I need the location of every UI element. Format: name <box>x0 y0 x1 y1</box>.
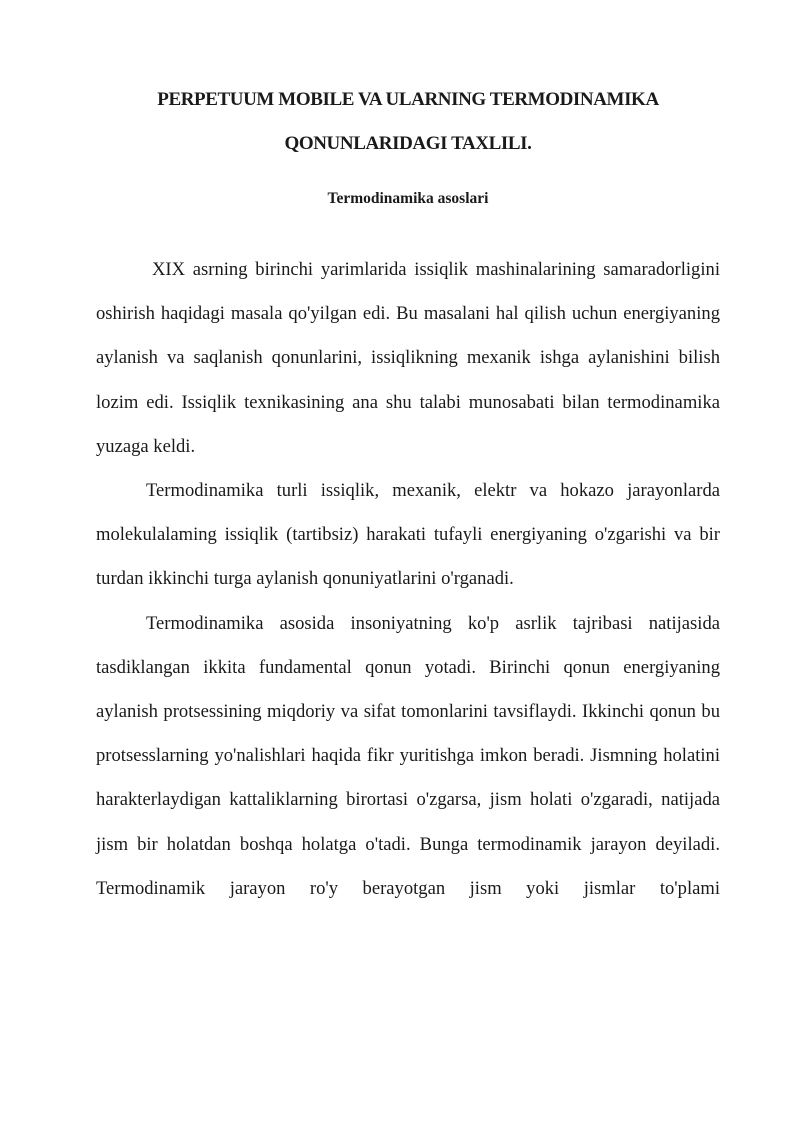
document-title-line-2: QONUNLARIDAGI TAXLILI. <box>284 133 532 154</box>
document-title-line-1: PERPETUUM MOBILE VA ULARNING TERMODINAMIKA <box>157 89 659 110</box>
document-body <box>96 248 720 911</box>
paragraph-2: Termodinamika turli issiqlik, mexanik, elektr va hokazo jarayonlarda molekulalaming issiqlik (tartibsiz) harakati tufayli energiyaning o'zgarishi va bir turdan ikkinchi turga aylanish qonuniyatlarini o'rganadi. <box>96 480 720 590</box>
paragraph-1: XIX asrning birinchi yarimlarida issiqlik mashinalarining samaradorligini oshirish haqidagi masala qo'yilgan edi. Bu masalani hal qilish uchun energiyaning aylanish va saqlanish qonunlarini, issiqlikning mexanik ishga aylanishini bilish lozim edi. Issiqlik texnikasining ana shu talabi munosabati bilan termodinamika yuzaga keldi. <box>96 259 720 457</box>
section-subtitle: Termodinamika asoslari <box>327 190 489 207</box>
paragraph-3: Termodinamika asosida insoniyatning ko'p asrlik tajribasi natijasida tasdiklangan ikkita fundamental qonun yotadi. Birinchi qonun energiyaning aylanish protsessining miqdoriy va sifat tomonlarini tavsiflaydi. Ikkinchi qonun bu protsesslarning yo'nalishlari haqida fikr yuritishga imkon beradi. Jismning holatini harakterlaydigan kattaliklarning birortasi o'zgarsa, jism holati o'zgaradi, natijada jism bir holatdan boshqa holatga o'tadi. Bunga termodinamik jarayon deyiladi. Termodinamik jarayon ro'y berayotgan jism yoki jismlar to'plami <box>96 612 720 899</box>
